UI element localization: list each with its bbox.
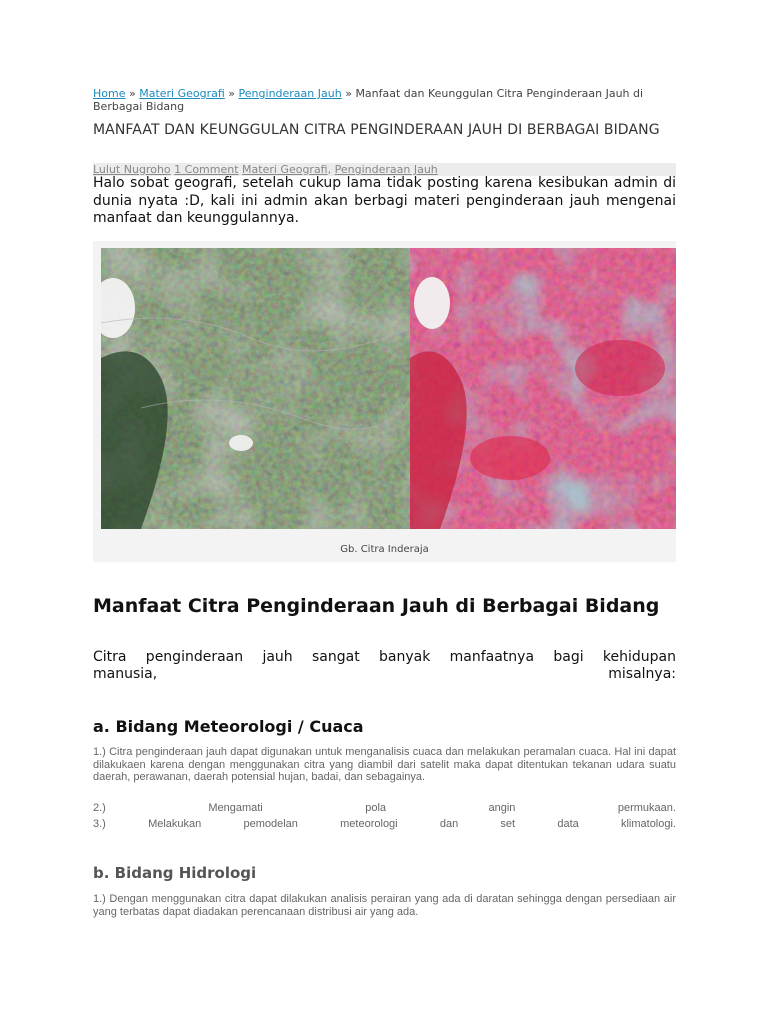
category-link-geografi[interactable]: Materi Geografi — [242, 163, 328, 176]
point-word: permukaan. — [617, 802, 676, 814]
breadcrumb-current: Manfaat dan Keunggulan Citra Penginderaan Jauh di Berbagai Bidang — [93, 87, 644, 113]
point-word: pola — [365, 802, 386, 814]
point-word: dan — [439, 818, 459, 830]
meteorologi-point-2 — [93, 802, 676, 815]
breadcrumb — [93, 87, 676, 113]
comments-link[interactable]: 1 Comment — [174, 163, 239, 176]
section-intro-line: Citra penginderaan jauh sangat banyak manfaatnya bagi kehidupan — [93, 649, 676, 665]
breadcrumb-separator: » — [125, 87, 140, 100]
figure — [93, 241, 676, 562]
category-link-penginderaan[interactable]: Penginderaan Jauh — [334, 163, 438, 176]
breadcrumb-separator: » — [341, 87, 356, 100]
breadcrumb-home-link[interactable]: Home — [93, 87, 126, 100]
meta-separator: , — [327, 163, 335, 176]
point-word: pemodelan — [243, 818, 298, 830]
breadcrumb-separator: » — [224, 87, 239, 100]
breadcrumb-category-link[interactable]: Materi Geografi — [139, 87, 225, 100]
point-word: Melakukan — [148, 818, 202, 830]
point-word: set — [500, 818, 516, 830]
point-word: 3.) — [93, 818, 106, 830]
hidrologi-point-1: 1.) Dengan menggunakan citra dapat dilakukan analisis perairan yang ada di daratan sehingga dengan persediaan air yang terbatas dapat diadakan perencanaan distribusi air yang ada. — [93, 893, 676, 918]
breadcrumb-subcategory-link[interactable]: Penginderaan Jauh — [238, 87, 342, 100]
point-word: meteorologi — [340, 818, 398, 830]
point-word: angin — [488, 802, 516, 814]
section-intro-word: manusia, — [93, 666, 158, 682]
satellite-image-false-color — [410, 248, 676, 529]
post-title: MANFAAT DAN KEUNGGULAN CITRA PENGINDERAAN JAUH DI BERBAGAI BIDANG — [93, 122, 660, 138]
meteorologi-heading: a. Bidang Meteorologi / Cuaca — [93, 717, 364, 736]
section-heading: Manfaat Citra Penginderaan Jauh di Berbagai Bidang — [93, 595, 660, 617]
satellite-image-natural-color — [101, 248, 410, 529]
post-intro: Halo sobat geografi, setelah cukup lama tidak posting karena kesibukan admin di dunia nyata :D, kali ini admin akan berbagi materi penginderaan jauh mengenai manfaat dan keunggulannya. — [93, 175, 676, 226]
figure-caption: Gb. Citra Inderaja — [340, 544, 429, 555]
point-word: Mengamati — [208, 802, 263, 814]
point-word: klimatologi. — [620, 818, 676, 830]
section-intro — [93, 649, 676, 683]
hidrologi-heading: b. Bidang Hidrologi — [93, 864, 257, 882]
meteorologi-point-3 — [93, 818, 676, 831]
point-word: 2.) — [93, 802, 106, 814]
section-intro-word: misalnya: — [608, 666, 676, 682]
meteorologi-point-1: 1.) Citra penginderaan jauh dapat digunakan untuk menganalisis cuaca dan melakukan peramalan cuaca. Hal ini dapat dilakukaen karena dengan menggunakan citra yang diambil dari satelit maka dapat ditentukan tekanan udara suatu daerah, perawanan, daerah potensial hujan, badai, dan sebagainya. — [93, 746, 676, 783]
author-link[interactable]: Lulut Nugroho — [93, 163, 171, 176]
point-word: data — [557, 818, 579, 830]
